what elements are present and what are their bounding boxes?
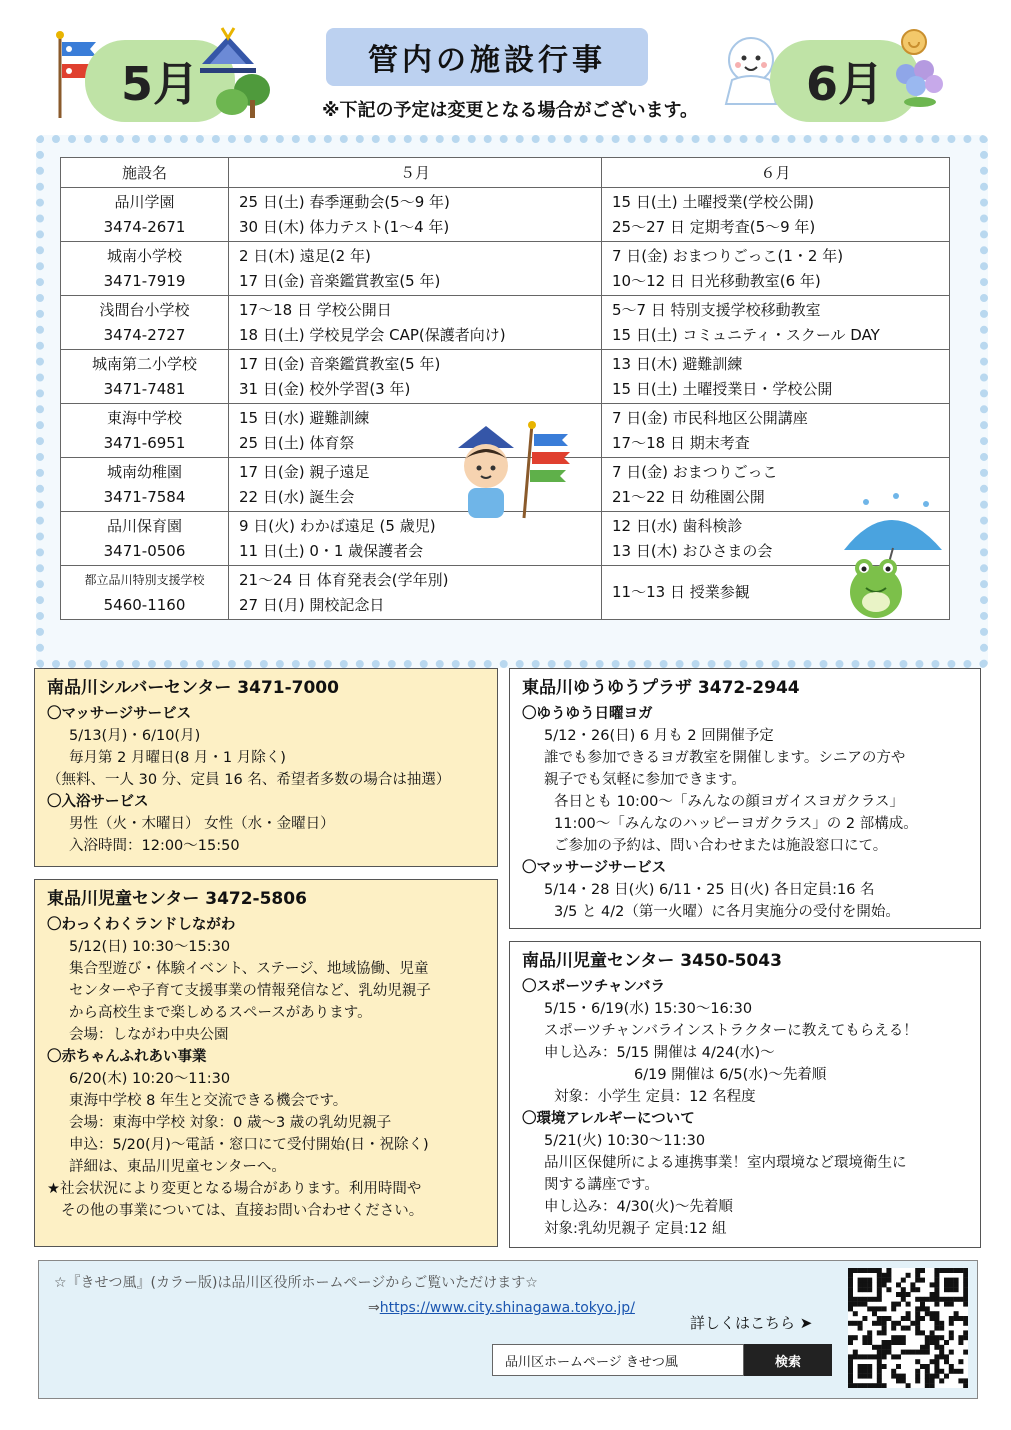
section-heading: 〇入浴サービス bbox=[47, 794, 149, 810]
may-event: 9 日(火) わかば遠足 (5 歳児) bbox=[239, 516, 436, 535]
facility-phone: 3474-2671 bbox=[103, 217, 186, 236]
info-line: 申し込み：5/15 開催は 4/24(水)～ bbox=[544, 1045, 775, 1061]
details-label: 詳しくはこちら ➤ bbox=[690, 1314, 813, 1332]
facility-phone: 3471-0506 bbox=[103, 541, 186, 560]
info-line: 3/5 と 4/2（第一火曜）に各月実施分の受付を開始。 bbox=[554, 904, 900, 920]
may-event: 17 日(金) 音楽鑑賞教室(5 年) bbox=[239, 271, 441, 290]
section-heading: 〇スポーツチャンバラ bbox=[522, 979, 665, 995]
info-line: 5/12(日) 10:30～15:30 bbox=[69, 939, 231, 955]
info-line: から高校生まで楽しめるスペースがあります。 bbox=[69, 1005, 372, 1021]
may-event: 27 日(月) 開校記念日 bbox=[239, 595, 385, 614]
section-heading: 〇環境アレルギーについて bbox=[522, 1111, 695, 1127]
minami-jido-title: 南品川児童センター 3450-5043 bbox=[522, 951, 782, 971]
info-line: 5/12・26(日) 6 月も 2 回開催予定 bbox=[544, 728, 774, 744]
yuyu-plaza-box bbox=[509, 668, 981, 929]
june-event: 15 日(土) 土曜授業(学校公開) bbox=[612, 192, 815, 211]
june-event: 5～7 日 特別支援学校移動教室 bbox=[612, 300, 821, 319]
facility-name: 城南第二小学校 bbox=[91, 354, 197, 373]
june-event: 11～13 日 授業参観 bbox=[612, 583, 750, 601]
notice-line: その他の事業については、直接お問い合わせください。 bbox=[61, 1203, 424, 1219]
may-event: 11 日(土) 0・1 歳保護者会 bbox=[239, 541, 424, 560]
table-row bbox=[61, 188, 950, 242]
info-line: ご参加の予約は、問い合わせまたは施設窓口にて。 bbox=[554, 838, 888, 854]
info-line: 5/15・6/19(水) 15:30～16:30 bbox=[544, 1001, 753, 1017]
info-line: 申し込み：4/30(火)～先着順 bbox=[544, 1199, 733, 1215]
section-heading: 〇マッサージサービス bbox=[47, 706, 192, 722]
info-line: センターや子育て支援事業の情報発信など、乳幼児親子 bbox=[69, 983, 431, 999]
info-line: 親子でも気軽に参加できます。 bbox=[544, 772, 746, 788]
facility-name: 浅間台小学校 bbox=[99, 300, 190, 319]
info-line: 男性（火・木曜日） 女性（水・金曜日） bbox=[69, 816, 335, 832]
june-event: 15 日(土) コミュニティ・スクール DAY bbox=[612, 325, 880, 344]
may-event: 17 日(金) 音楽鑑賞教室(5 年) bbox=[239, 354, 441, 373]
june-event: 21～22 日 幼稚園公開 bbox=[612, 487, 765, 506]
facility-name: 城南幼稚園 bbox=[106, 462, 182, 481]
section-heading: 〇赤ちゃんふれあい事業 bbox=[47, 1049, 207, 1065]
info-line: 誰でも参加できるヨガ教室を開催します。シニアの方や bbox=[544, 750, 906, 766]
higashi-jido-title: 東品川児童センター 3472-5806 bbox=[47, 889, 307, 909]
may-event: 17～18 日 学校公開日 bbox=[239, 300, 392, 319]
section-heading: 〇わっくわくランドしながわ bbox=[47, 917, 236, 933]
table-row bbox=[61, 296, 950, 350]
info-line: 会場：しながわ中央公園 bbox=[69, 1027, 229, 1043]
silver-center-box bbox=[34, 668, 498, 867]
tree-icon bbox=[212, 70, 274, 120]
footer-info-text: ☆『きせつ風』(カラー版)は品川区役所ホームページからご覧いただけます☆ bbox=[54, 1275, 538, 1291]
info-line: 入浴時間：12:00～15:50 bbox=[69, 838, 240, 854]
may-event: 17 日(金) 親子遠足 bbox=[239, 462, 370, 481]
june-event: 7 日(金) おまつりごっこ(1・2 年) bbox=[612, 246, 844, 265]
info-line: 5/14・28 日(火) 6/11・25 日(火) 各日定員:16 名 bbox=[544, 882, 875, 898]
facility-name: 城南小学校 bbox=[106, 246, 182, 265]
info-line: 5/21(火) 10:30～11:30 bbox=[544, 1133, 706, 1149]
info-line: 東海中学校 8 年生と交流できる機会です。 bbox=[69, 1093, 348, 1109]
info-line: 毎月第 2 月曜日(8 月・1 月除く) bbox=[69, 750, 286, 766]
info-line: 11:00～「みんなのハッピーヨガクラス」の 2 部構成。 bbox=[554, 816, 918, 832]
search-button[interactable]: 検索 bbox=[744, 1344, 832, 1376]
june-event: 25～27 日 定期考査(5～9 年) bbox=[612, 217, 816, 236]
may-event: 22 日(水) 誕生会 bbox=[239, 487, 355, 506]
facility-phone: 5460-1160 bbox=[103, 595, 186, 614]
may-event: 2 日(木) 遠足(2 年) bbox=[239, 246, 371, 265]
facility-phone: 3471-7481 bbox=[103, 379, 186, 398]
info-line: （無料、一人 30 分、定員 16 名、希望者多数の場合は抽選） bbox=[47, 772, 451, 788]
page-title: 管内の施設行事 bbox=[326, 28, 648, 86]
info-line: 申込：5/20(月)～電話・窓口にて受付開始(日・祝除く) bbox=[69, 1137, 429, 1153]
june-badge: 6月 bbox=[770, 40, 920, 122]
may-badge: 5月 bbox=[85, 40, 235, 122]
column-header-june: ６月 bbox=[602, 158, 950, 188]
june-event: 12 日(水) 歯科検診 bbox=[612, 516, 743, 535]
facility-phone: 3471-7584 bbox=[103, 487, 186, 506]
info-line: 5/13(月)・6/10(月) bbox=[69, 728, 201, 744]
facility-phone: 3471-7919 bbox=[103, 271, 186, 290]
facility-name: 都立品川特別支援学校 bbox=[84, 572, 205, 587]
facility-name: 品川保育園 bbox=[106, 516, 182, 535]
notice-line: ★社会状況により変更となる場合があります。利用時間や bbox=[47, 1181, 422, 1197]
snail-hydrangea-icon bbox=[890, 26, 952, 110]
info-line: 関する講座です。 bbox=[544, 1177, 659, 1193]
facility-events-table bbox=[60, 157, 950, 620]
table-row bbox=[61, 350, 950, 404]
june-event: 13 日(木) 避難訓練 bbox=[612, 354, 743, 373]
table-row bbox=[61, 566, 950, 620]
schedule-change-notice: ※下記の予定は変更となる場合がございます。 bbox=[321, 100, 699, 121]
facility-name: 東海中学校 bbox=[106, 408, 182, 427]
may-event: 21～24 日 体育発表会(学年別) bbox=[239, 570, 449, 589]
info-line: スポーツチャンバラインストラクターに教えてもらえる！ bbox=[544, 1023, 918, 1039]
section-heading: 〇ゆうゆう日曜ヨガ bbox=[522, 706, 653, 722]
june-event: 17～18 日 期末考査 bbox=[612, 433, 750, 452]
facility-name: 品川学園 bbox=[114, 192, 175, 211]
may-event: 18 日(土) 学校見学会 CAP(保護者向け) bbox=[239, 325, 506, 344]
info-line: 各日とも 10:00～「みんなの顔ヨガイスヨガクラス」 bbox=[554, 794, 904, 810]
info-line: 集合型遊び・体験イベント、ステージ、地域協働、児童 bbox=[69, 961, 429, 977]
table-row bbox=[61, 242, 950, 296]
june-event: 7 日(金) おまつりごっこ bbox=[612, 462, 778, 481]
may-event: 31 日(金) 校外学習(3 年) bbox=[239, 379, 411, 398]
facility-phone: 3471-6951 bbox=[103, 433, 186, 452]
june-event: 15 日(土) 土曜授業日・学校公開 bbox=[612, 379, 833, 398]
june-event: 7 日(金) 市民科地区公開講座 bbox=[612, 408, 808, 427]
info-line: 会場：東海中学校 対象：0 歳～3 歳の乳幼児親子 bbox=[69, 1115, 392, 1131]
info-line: 対象:乳幼児親子 定員:12 組 bbox=[544, 1221, 727, 1237]
qr-code[interactable] bbox=[848, 1268, 968, 1388]
column-header-may: ５月 bbox=[229, 158, 602, 188]
table-header-row bbox=[61, 158, 950, 188]
may-event: 25 日(土) 春季運動会(5～9 年) bbox=[239, 192, 450, 211]
kabuto-icon bbox=[196, 24, 260, 74]
info-line: 6/19 開催は 6/5(水)～先着順 bbox=[634, 1067, 827, 1083]
info-line: 6/20(木) 10:20～11:30 bbox=[69, 1071, 231, 1087]
facility-phone: 3474-2727 bbox=[103, 325, 186, 344]
yuyu-plaza-title: 東品川ゆうゆうプラザ 3472-2944 bbox=[522, 678, 800, 698]
june-event: 10～12 日 日光移動教室(6 年) bbox=[612, 271, 821, 290]
higashi-jido-center-box bbox=[34, 879, 498, 1247]
may-event: 25 日(土) 体育祭 bbox=[239, 433, 355, 452]
may-event: 30 日(木) 体力テスト(1～4 年) bbox=[239, 217, 450, 236]
frog-umbrella-illustration bbox=[836, 490, 946, 630]
website-link[interactable]: https://www.city.shinagawa.tokyo.jp/ bbox=[379, 1300, 635, 1316]
minami-jido-center-box bbox=[509, 941, 981, 1248]
boy-koinobori-illustration bbox=[450, 420, 580, 520]
column-header-facility: 施設名 bbox=[61, 158, 229, 188]
arrow-icon: ⇒ bbox=[368, 1300, 380, 1316]
june-event: 13 日(木) おひさまの会 bbox=[612, 541, 773, 560]
info-line: 品川区保健所による連携事業！室内環境など環境衛生に bbox=[544, 1155, 907, 1171]
search-input[interactable]: 品川区ホームページ きせつ風 bbox=[492, 1344, 744, 1376]
url-line bbox=[368, 1300, 635, 1316]
info-line: 対象：小学生 定員：12 名程度 bbox=[554, 1089, 756, 1105]
section-heading: 〇マッサージサービス bbox=[522, 860, 667, 876]
may-event: 15 日(水) 避難訓練 bbox=[239, 408, 370, 427]
info-line: 詳細は、東品川児童センターへ。 bbox=[69, 1159, 286, 1175]
silver-center-title: 南品川シルバーセンター 3471-7000 bbox=[47, 678, 339, 698]
